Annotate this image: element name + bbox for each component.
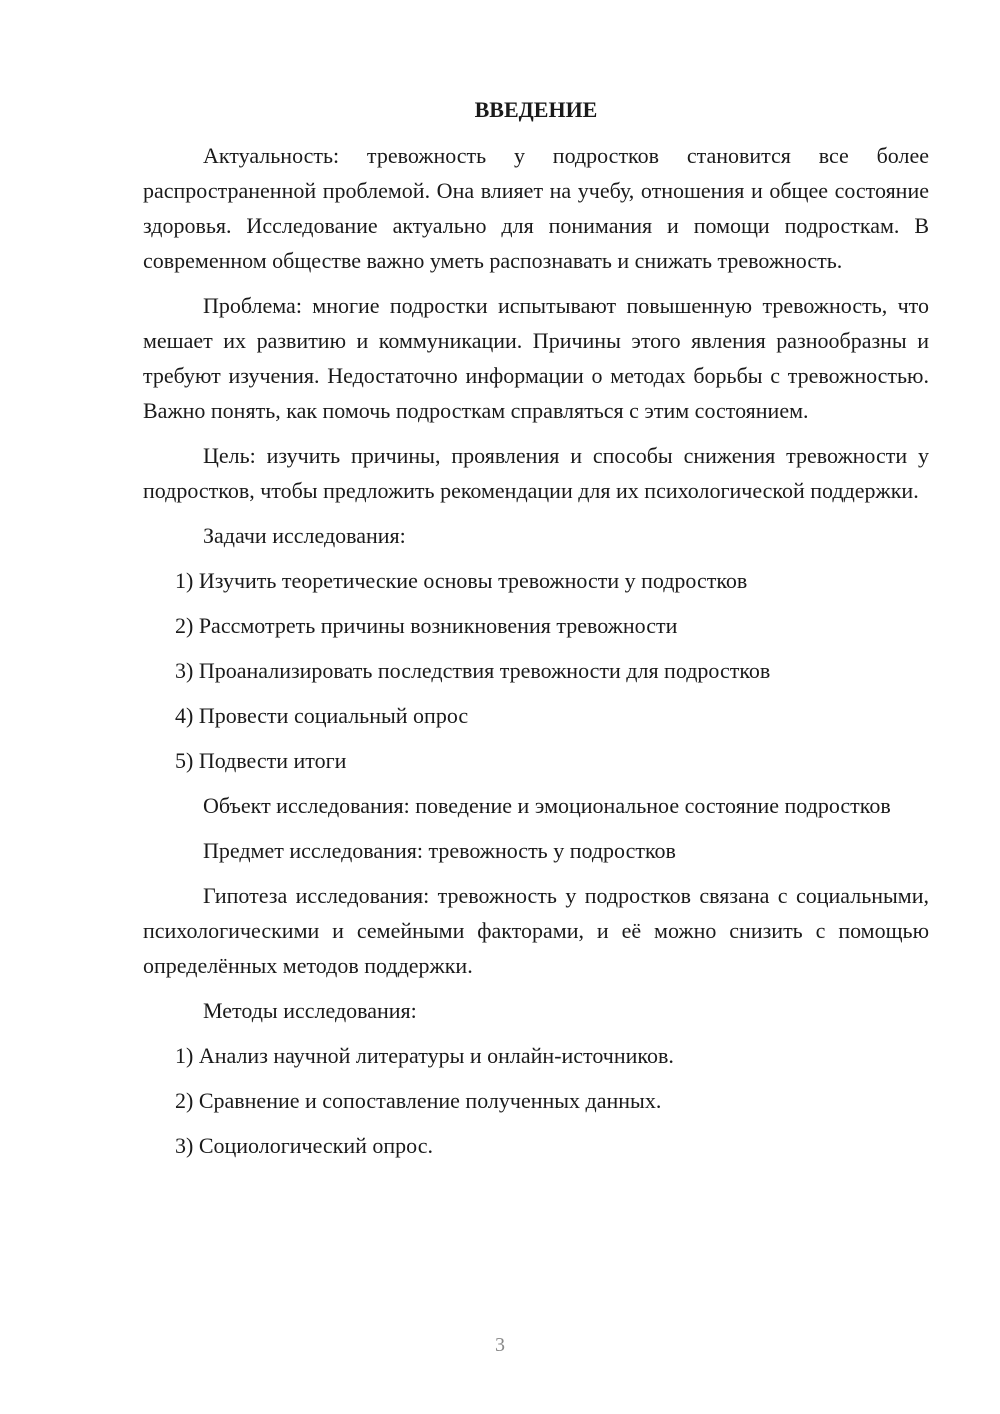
goal-paragraph: Цель: изучить причины, проявления и способы снижения тревожности у подростков, чтобы предложить рекомендации для их психологической поддержки.	[143, 443, 929, 503]
task-item: 3) Проанализировать последствия тревожности для подростков	[175, 658, 771, 683]
method-item: 3) Социологический опрос.	[175, 1133, 433, 1158]
page-number: 3	[495, 1334, 505, 1356]
method-item: 1) Анализ научной литературы и онлайн-источников.	[175, 1043, 674, 1068]
task-item: 1) Изучить теоретические основы тревожности у подростков	[175, 568, 748, 593]
problem-paragraph: Проблема: многие подростки испытывают повышенную тревожность, что мешает их развитию и коммуникации. Причины этого явления разнообразны и требуют изучения. Недостаточно информации о методах борьбы с тревожностью. Важно понять, как помочь подросткам справляться с этим состоянием.	[143, 293, 929, 423]
subject-paragraph: Предмет исследования: тревожность у подростков	[203, 838, 676, 863]
page-title: ВВЕДЕНИЕ	[474, 97, 598, 122]
relevance-paragraph: Актуальность: тревожность у подростков становится все более распространенной проблемой. Она влияет на учебу, отношения и общее состояние здоровья. Исследование актуально для понимания и помощи подросткам. В современном обществе важно уметь распознавать и снижать тревожность.	[143, 143, 929, 273]
task-item: 2) Рассмотреть причины возникновения тревожности	[175, 613, 678, 638]
task-item: 5) Подвести итоги	[175, 748, 347, 773]
hypothesis-paragraph: Гипотеза исследования: тревожность у подростков связана с социальными, психологическими и семейными факторами, и её можно снизить с помощью определённых методов поддержки.	[143, 883, 929, 978]
page-content	[143, 92, 929, 1173]
method-item: 2) Сравнение и сопоставление полученных данных.	[175, 1088, 662, 1113]
object-paragraph: Объект исследования: поведение и эмоциональное состояние подростков	[203, 793, 891, 818]
methods-label: Методы исследования:	[203, 998, 417, 1023]
tasks-label: Задачи исследования:	[203, 523, 406, 548]
task-item: 4) Провести социальный опрос	[175, 703, 469, 728]
